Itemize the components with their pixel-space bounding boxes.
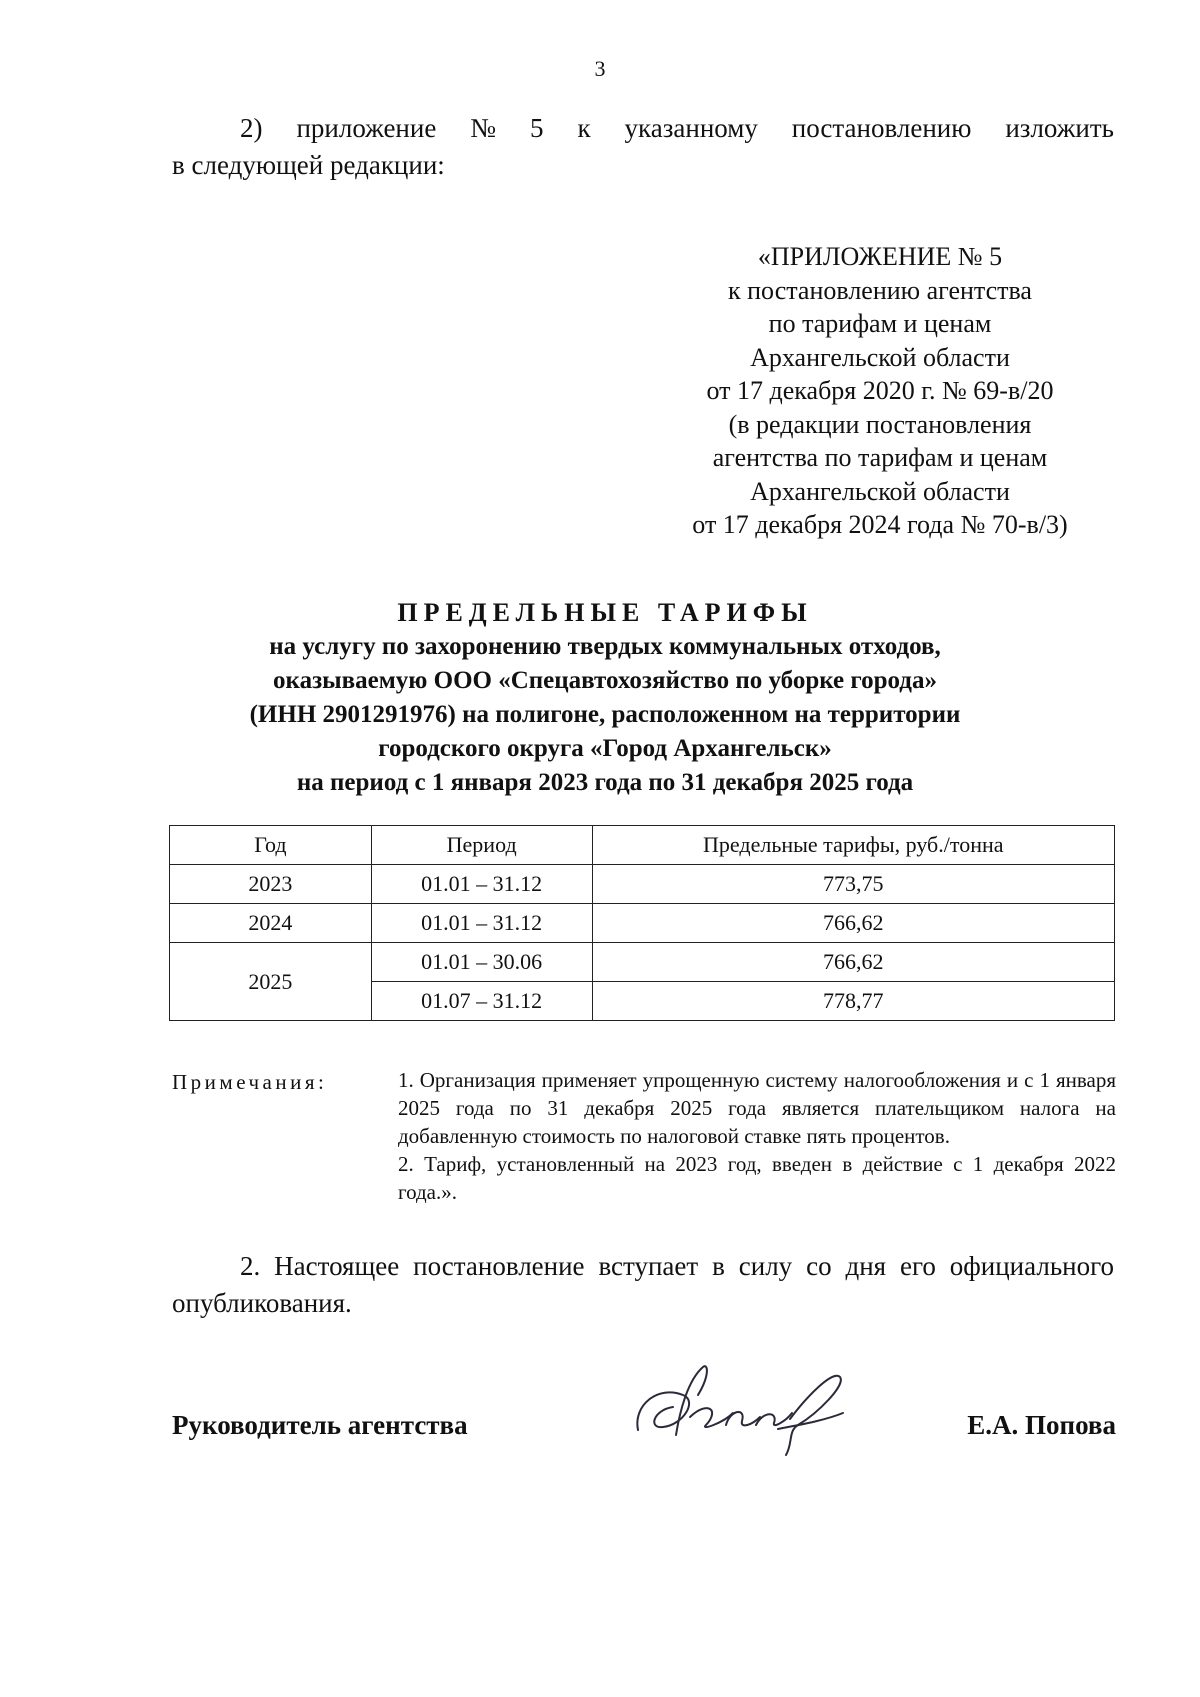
appendix-line: (в редакции постановления [728,409,1032,439]
table-row [170,865,1115,904]
cell-year: 2023 [170,865,372,904]
intro-word: № [470,113,497,143]
title-line: на услугу по захоронению твердых коммунальных отходов, [269,633,941,660]
appendix-line: Архангельской области [750,476,1010,506]
handwritten-signature [628,1355,858,1465]
table-row [170,904,1115,943]
intro-word: 5 [530,113,544,143]
cell-tariff: 778,77 [592,982,1114,1021]
note-item: 2. Тариф, установленный на 2023 год, введен в действие с 1 декабря 2022 года.». [398,1152,1116,1204]
table-row [170,943,1115,982]
cell-period: 01.01 – 30.06 [371,943,592,982]
title-line: (ИНН 2901291976) на полигоне, расположенном на территории [249,701,961,728]
appendix-line: Архангельской области [750,342,1010,372]
appendix-line: «ПРИЛОЖЕНИЕ № 5 [757,242,1003,271]
intro-word: к [577,113,591,143]
header-period: Период [371,826,592,865]
signatory-name: Е.А. Попова [967,1410,1116,1440]
intro-word: постановлению [791,113,972,143]
cell-year: 2024 [170,904,372,943]
appendix-line: агентства по тарифам и ценам [712,443,1048,472]
appendix-reference [640,240,1120,542]
cell-year: 2025 [170,943,372,1021]
closing-paragraph: 2. Настоящее постановление вступает в силу со дня его официального опубликования. [172,1251,1114,1318]
cell-period: 01.01 – 31.12 [371,865,592,904]
appendix-line: от 17 декабря 2024 года № 70-в/3) [692,510,1068,539]
title-line: оказываемую ООО «Спецавтохозяйство по уборке города» [273,667,937,694]
page-number: 3 [594,56,606,81]
signatory-role: Руководитель агентства [172,1410,468,1440]
title-line: на период с 1 января 2023 года по 31 декабря 2025 года [296,769,914,796]
header-tariff: Предельные тарифы, руб./тонна [592,826,1114,865]
notes-label: Примечания: [172,1070,328,1094]
intro-second-line: в следующей редакции: [172,150,445,180]
intro-word: приложение [296,113,437,143]
intro-word: 2) [240,113,263,143]
appendix-line: к постановлению агентства [728,275,1032,305]
cell-period: 01.01 – 31.12 [371,904,592,943]
appendix-line: от 17 декабря 2020 г. № 69-в/20 [706,376,1054,405]
intro-word: изложить [1005,113,1114,143]
appendix-line: по тарифам и ценам [768,309,992,338]
notes-list [398,1066,1116,1206]
cell-tariff: 766,62 [592,904,1114,943]
note-item: 1. Организация применяет упрощенную систему налогообложения и с 1 января 2025 года по 31 декабря 2025 года является плательщиком налога на добавленную стоимость по налоговой ставке пять процентов. [398,1068,1116,1148]
title-line: городского округа «Город Архангельск» [378,735,832,762]
cell-tariff: 766,62 [592,943,1114,982]
cell-tariff: 773,75 [592,865,1114,904]
document-title [150,596,1060,800]
intro-word: указанному [624,113,758,143]
intro-paragraph [172,110,1114,184]
intro-first-line [172,110,1114,147]
header-year: Год [170,826,372,865]
title-heading: ПРЕДЕЛЬНЫЕ ТАРИФЫ [397,598,813,627]
tariff-table [169,825,1115,1021]
cell-period: 01.07 – 31.12 [371,982,592,1021]
table-header-row [170,826,1115,865]
